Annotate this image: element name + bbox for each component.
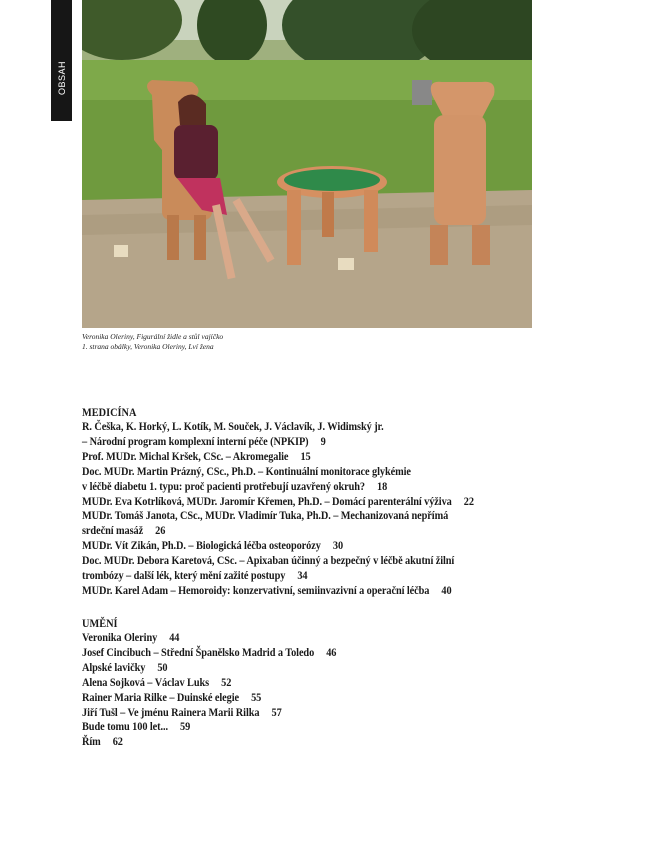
toc-section-umeni bbox=[82, 616, 602, 749]
toc-entry-text: R. Češka, K. Horký, L. Kotík, M. Souček, J. Václavík, J. Widimský jr. bbox=[82, 419, 384, 433]
section-side-tab bbox=[51, 0, 72, 121]
caption-line-1: Veronika Oleriny, Figurální židle a stůl vajíčko bbox=[82, 332, 224, 341]
toc-entry-text: Jiří Tušl – Ve jménu Rainera Marii Rilka bbox=[82, 704, 260, 719]
toc-section-medicina bbox=[82, 405, 602, 598]
side-tab-label: OBSAH bbox=[56, 60, 67, 96]
toc-page-number: 30 bbox=[332, 538, 344, 553]
toc-entry[interactable] bbox=[82, 538, 529, 553]
toc-entry[interactable] bbox=[82, 449, 529, 464]
toc-entry[interactable] bbox=[82, 494, 529, 509]
toc-entry[interactable] bbox=[82, 553, 529, 568]
toc-entry[interactable] bbox=[82, 523, 529, 538]
cover-photo bbox=[82, 0, 532, 328]
toc-entry-text: Alpské lavičky bbox=[82, 659, 146, 674]
toc-entry[interactable] bbox=[82, 645, 529, 660]
toc-page-number: 40 bbox=[441, 582, 452, 597]
toc-entry-text: Doc. MUDr. Debora Karetová, CSc. – Apixaban účinný a bezpečný v léčbě akutní žilní bbox=[82, 553, 455, 568]
toc-entry-text: Doc. MUDr. Martin Prázný, CSc., Ph.D. – Kontinuální monitorace glykémie bbox=[82, 463, 411, 478]
toc-entry[interactable] bbox=[82, 675, 529, 690]
toc-page-number: 18 bbox=[377, 478, 388, 493]
toc-entry-text: Prof. MUDr. Michal Kršek, CSc. – Akromegalie bbox=[82, 448, 289, 463]
toc-entry-text: Řím bbox=[82, 734, 101, 749]
toc-entry-text: Alena Sojková – Václav Luks bbox=[82, 674, 210, 689]
toc-entry-text: srdeční masáž bbox=[82, 523, 144, 538]
toc-entry[interactable] bbox=[82, 568, 529, 583]
toc-entry-text: v léčbě diabetu 1. typu: proč pacienti protřebují uzavřený okruh? bbox=[82, 478, 365, 493]
toc-entry[interactable] bbox=[82, 734, 529, 749]
toc-entry-text: Veronika Oleriny bbox=[82, 630, 158, 644]
section-entries bbox=[82, 630, 602, 749]
toc-entry[interactable] bbox=[82, 719, 529, 734]
toc-page-number: 26 bbox=[155, 523, 166, 538]
toc-page-number: 59 bbox=[180, 719, 191, 734]
toc-entry[interactable] bbox=[82, 479, 529, 494]
section-heading: UMĚNÍ bbox=[82, 616, 118, 630]
toc-entry-text: – Národní program komplexní interní péče (NPKIP) bbox=[82, 433, 309, 448]
toc-page-number: 22 bbox=[463, 493, 474, 508]
toc-page-number: 44 bbox=[169, 630, 180, 644]
section-entries bbox=[82, 419, 602, 598]
toc-page-number: 15 bbox=[300, 448, 311, 463]
toc-entry[interactable] bbox=[82, 419, 529, 434]
toc-page-number: 52 bbox=[221, 674, 232, 689]
toc-entry[interactable] bbox=[82, 690, 529, 705]
toc-entry[interactable] bbox=[82, 630, 529, 645]
toc-entry-text: Rainer Maria Rilke – Duinské elegie bbox=[82, 689, 240, 704]
toc-page-number: 55 bbox=[251, 689, 262, 704]
toc-page-number: 34 bbox=[297, 568, 308, 583]
toc-entry-text: trombózy – další lék, který mění zažité postupy bbox=[82, 568, 286, 583]
toc-page-number: 50 bbox=[157, 659, 168, 674]
toc-entry-text: MUDr. Karel Adam – Hemoroidy: konzervativní, semiinvazivní a operační léčba bbox=[82, 582, 430, 597]
toc-entry-text: Josef Cincibuch – Střední Španělsko Madrid a Toledo bbox=[82, 644, 315, 659]
toc-entry-text: MUDr. Vít Zikán, Ph.D. – Biologická léčba osteoporózy bbox=[82, 538, 321, 553]
toc-entry-text: MUDr. Eva Kotrlíková, MUDr. Jaromír Křemen, Ph.D. – Domácí parenterální výživa bbox=[82, 493, 452, 508]
toc-entry[interactable] bbox=[82, 508, 529, 523]
caption-line-2: 1. strana obálky, Veronika Oleriny, Lví žena bbox=[82, 342, 214, 351]
toc-entry[interactable] bbox=[82, 464, 529, 479]
cover-photo-illustration bbox=[82, 0, 532, 328]
section-heading: MEDICÍNA bbox=[82, 405, 137, 419]
toc-page-number: 9 bbox=[320, 433, 326, 448]
toc-entry-text: Bude tomu 100 let... bbox=[82, 719, 169, 734]
toc-page-number: 57 bbox=[271, 704, 282, 719]
toc-entry[interactable] bbox=[82, 660, 529, 675]
photo-caption bbox=[82, 332, 223, 352]
toc-page-number: 62 bbox=[112, 734, 123, 749]
toc-entry[interactable] bbox=[82, 705, 529, 720]
toc-entry[interactable] bbox=[82, 583, 529, 598]
toc-entry[interactable] bbox=[82, 434, 529, 449]
toc-page-number: 46 bbox=[326, 644, 337, 659]
toc-entry-text: MUDr. Tomáš Janota, CSc., MUDr. Vladimír Tuka, Ph.D. – Mechanizovaná nepřímá bbox=[82, 508, 449, 523]
